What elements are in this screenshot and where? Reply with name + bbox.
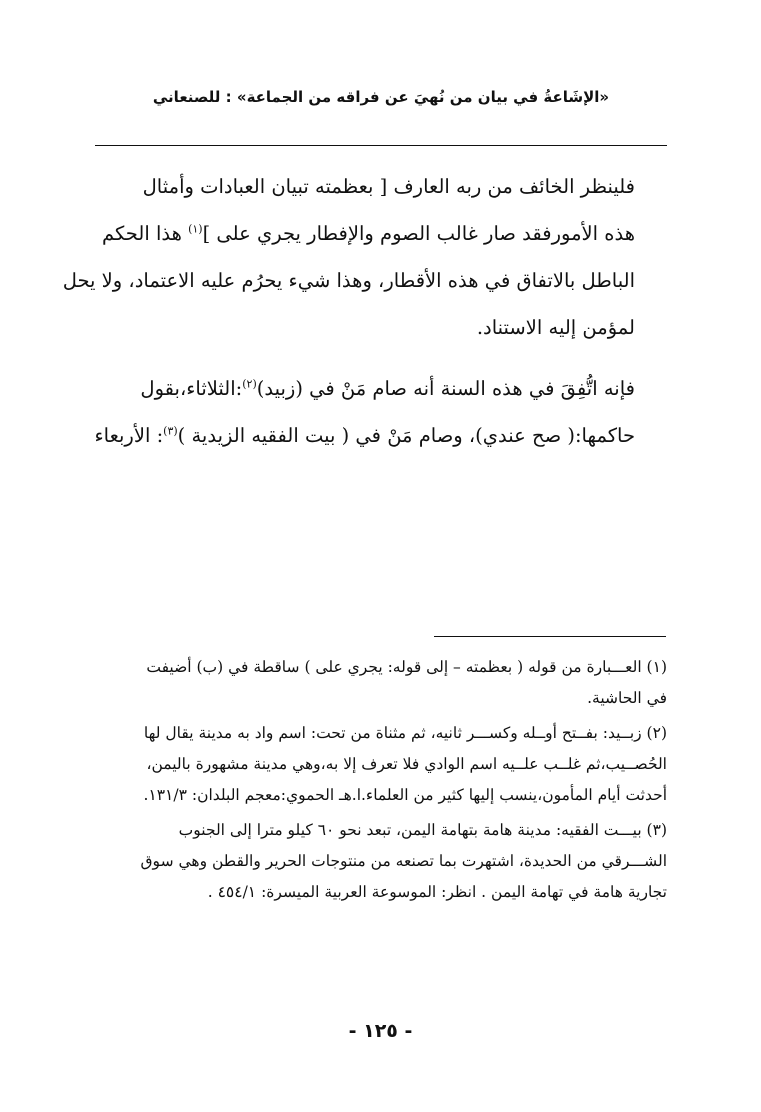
paragraph-2-line-2 bbox=[95, 412, 667, 459]
footnote-2-line-3: أحدثت أيام المأمون،ينسب إليها كثير من العلماء.ا.هـ الحموي:معجم البلدان: ١٣١/٣. bbox=[143, 786, 667, 804]
footnote-1 bbox=[95, 652, 667, 714]
footnote-1-line-1: (١) العـــبارة من قوله ( بعظمته – إلى قوله: يجري على ) ساقطة في (ب) أضيفت bbox=[146, 658, 667, 676]
footnote-2 bbox=[95, 718, 667, 811]
footnote-2-line-2: الحُصــيب،ثم غلــب علــيه اسم الوادي فلا تعرف إلا به،وهي مدينة مشهورة باليمن، bbox=[146, 755, 667, 773]
main-text bbox=[62, 163, 667, 459]
footnote-3-line-3: تجارية هامة في تهامة اليمن . انظر: الموسوعة العربية الميسرة: ٤٥٤/١ . bbox=[207, 883, 667, 901]
footnote-ref-3[interactable]: (٣) bbox=[163, 424, 178, 438]
paragraph-1-line-2 bbox=[95, 210, 667, 257]
paragraph-2-line-1-part-b: :الثلاثاء،بقول bbox=[140, 377, 243, 400]
footnote-ref-2[interactable]: (٢) bbox=[242, 377, 257, 391]
paragraph-1-line-4: لمؤمن إليه الاستناد. bbox=[476, 316, 635, 339]
paragraph-2-line-1 bbox=[95, 365, 667, 412]
footnote-divider bbox=[434, 636, 666, 637]
paragraph-1-line-1: فلينظر الخائف من ربه العارف [ بعظمته تبيان العبادات وأمثال bbox=[142, 175, 635, 198]
paragraph-2-line-2-part-b: : الأربعاء bbox=[94, 424, 164, 447]
paragraph-1-line-2-part-a: هذه الأمورفقد صار غالب الصوم والإفطار يجري على ] bbox=[202, 222, 635, 245]
footnote-2-line-1: (٢) زبــيد: بفــتح أوــله وكســـر ثانيه، ثم مثناة من تحت: اسم واد به مدينة يقال لها bbox=[143, 724, 667, 742]
footnote-3-line-2: الشـــرقي من الحديدة، اشتهرت بما تصنعه من منتوجات الحرير والقطن وهي سوق bbox=[140, 852, 667, 870]
paragraph-2-line-2-part-a: حاكمها:( صح عندي)، وصام مَنْ في ( بيت الفقيه الزيدية ) bbox=[177, 424, 635, 447]
footnote-3-line-1: (٣) بيـــت الفقيه: مدينة هامة بتهامة اليمن، تبعد نحو ٦٠ كيلو مترا إلى الجنوب bbox=[178, 821, 667, 839]
footnote-3 bbox=[95, 815, 667, 908]
footnote-1-line-2: في الحاشية. bbox=[587, 689, 667, 707]
header-divider bbox=[95, 145, 667, 146]
running-header-title: «الإشَاعةُ في بيان من نُهيَ عن فراقه من الجماعة» : للصنعاني bbox=[152, 88, 610, 106]
footnote-ref-1[interactable]: (١) bbox=[188, 222, 203, 236]
paragraph-1 bbox=[62, 163, 667, 351]
paragraph-2-line-1-part-a: فإنه اتُّفِقَ في هذه السنة أنه صام مَنْ في (زبيد) bbox=[256, 377, 635, 400]
page-number: - ١٢٥ - bbox=[348, 1020, 413, 1042]
paragraph-2 bbox=[95, 365, 667, 459]
paragraph-1-line-3: الباطل بالاتفاق في هذه الأقطار، وهذا شيء يحرُم عليه الاعتماد، ولا يحل bbox=[62, 269, 635, 292]
footnotes-section bbox=[95, 652, 667, 912]
paragraph-1-line-2-part-b: هذا الحكم bbox=[102, 222, 189, 245]
